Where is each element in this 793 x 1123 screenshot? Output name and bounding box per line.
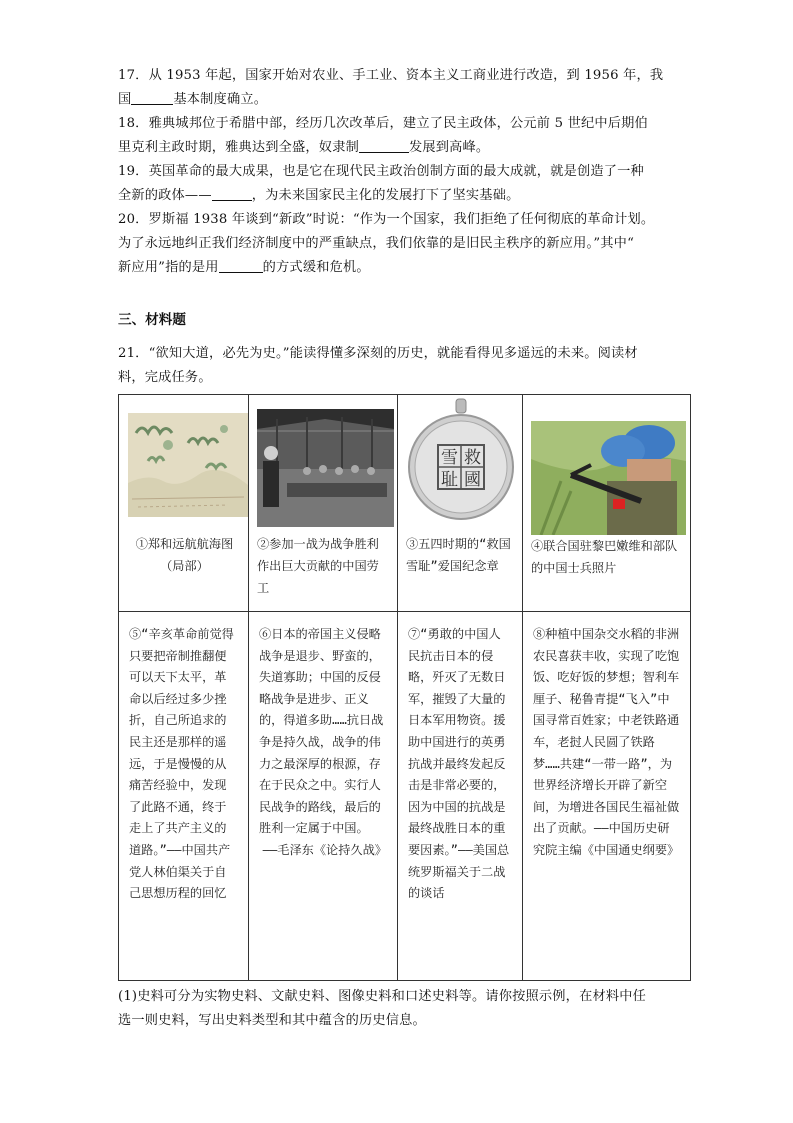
image-cell-1 — [119, 395, 249, 612]
material-8-text: ⑧种植中国杂交水稻的非洲农民喜获丰收，实现了吃饱饭、吃好饭的梦想；智利车厘子、秘鲁青提“飞入”中国寻常百姓家；中老铁路通车，老挝人民圆了铁路梦……共建“一带一路”，为世界经济增长开辟了新空间，为增进各国民生福祉做出了贡献。——中国历史研究院主编《中国通史纲要》 — [533, 627, 680, 857]
image-caption-2: ②参加一战为战争胜利作出巨大贡献的中国劳工 — [257, 537, 379, 595]
question-20 — [118, 208, 678, 280]
material-7-text: ⑦“勇敢的中国人民抗击日本的侵略，歼灭了无数日军，摧毁了大量的日本军用物资。援助中国进行的英勇抗战并最终发起反击是非常必要的，因为中国的抗战是最终战胜日本的重要因素。”——美国总统罗斯福关于二战的谈话 — [408, 627, 510, 901]
text-cell-6 — [249, 612, 398, 981]
q20-line2: 为了永远地纠正我们经济制度中的严重缺点，我们依靠的是旧民主秩序的新应用。”其中“ — [118, 236, 635, 251]
q20-line3-pre: 新应用”指的是用 — [118, 260, 219, 275]
q20-line1: 20．罗斯福 1938 年谈到“新政”时说：“作为一个国家，我们拒绝了任何彻底的革命计划。 — [118, 212, 655, 227]
question-21 — [118, 342, 678, 390]
material-6-text: ⑥日本的帝国主义侵略战争是退步、野蛮的，失道寡助；中国的反侵略战争是进步、正义的，得道多助……抗日战争是持久战，战争的伟力之最深厚的根源，存在于民众之中。实行人民战争的路线，最后的胜利一定属于中国。 — [259, 627, 384, 836]
q18-line2-pre: 里克利主政时期，雅典达到全盛，奴隶制 — [118, 140, 359, 155]
question-17 — [118, 64, 678, 112]
question-18 — [118, 112, 678, 160]
text-cell-5 — [119, 612, 249, 981]
q17-line2-pre: 国 — [118, 92, 132, 107]
sea-chart-image — [128, 413, 248, 517]
q18-line2-post: 发展到高峰。 — [408, 140, 490, 155]
q17-line2-post: 基本制度确立。 — [173, 92, 268, 107]
image-cell-2 — [249, 395, 398, 612]
q19-line1: 19．英国革命的最大成果，也是它在现代民主政治创制方面的最大成就，就是创造了一种 — [118, 164, 644, 179]
q21-line1: 21．“欲知大道，必先为史。”能读得懂多深刻的历史，就能看得见多遥远的未来。阅读材 — [118, 346, 638, 361]
text-row — [119, 612, 691, 981]
image-row — [119, 395, 691, 612]
image-caption-4: ④联合国驻黎巴嫩维和部队的中国士兵照片 — [531, 539, 678, 575]
exam-page — [118, 64, 678, 1033]
image-caption-3: ③五四时期的“救国雪耻”爱国纪念章 — [406, 537, 511, 573]
section-title: 三、材料题 — [118, 312, 186, 328]
badge-char-3: 耻 — [441, 470, 458, 490]
q19-line2-pre: 全新的政体—— — [118, 188, 212, 203]
material-table — [118, 394, 691, 981]
material-5-text: ⑤“辛亥革命前觉得只要把帝制推翻便可以天下太平，革命以后经过多少挫折，自己所追求的民主还是那样的遥远，于是慢慢的从痛苦经验中，发现了此路不通，终于走上了共产主义的道路。”——中国共产党人林伯渠关于自己思想历程的回忆 — [129, 627, 234, 901]
sub1-line1: (1)史料可分为实物史料、文献史料、图像史料和口述史料等。请你按照示例，在材料中任 — [118, 989, 647, 1004]
q17-blank[interactable] — [131, 90, 173, 105]
sub-question-1 — [118, 985, 678, 1033]
material-6-source: ——毛泽东《论持久战》 — [262, 842, 387, 857]
badge-char-2: 雪 — [441, 448, 458, 468]
peacekeeper-photo — [531, 421, 686, 535]
q18-line1: 18．雅典城邦位于希腊中部，经历几次改革后，建立了民主政体，公元前 5 世纪中后期伯 — [118, 116, 648, 131]
q18-blank[interactable] — [359, 138, 409, 153]
q20-blank[interactable] — [219, 258, 263, 273]
q21-line2: 料，完成任务。 — [118, 370, 212, 385]
q17-line1: 17．从 1953 年起，国家开始对农业、手工业、资本主义工商业进行改造，到 1956 年，我 — [118, 68, 664, 83]
factory-workers-photo — [257, 409, 394, 527]
q19-blank[interactable] — [212, 186, 252, 201]
text-cell-8 — [523, 612, 691, 981]
image-cell-3 — [398, 395, 523, 612]
sub1-line2: 选一则史料，写出史料类型和其中蕴含的历史信息。 — [118, 1013, 426, 1028]
badge-char-4: 國 — [464, 470, 481, 490]
image-cell-4 — [523, 395, 691, 612]
image-caption-1: ①郑和远航航海图（局部） — [135, 537, 234, 573]
badge-image — [402, 397, 520, 525]
q19-line2-post: ，为未来国家民主化的发展打下了坚实基础。 — [251, 188, 520, 203]
q20-line3-post: 的方式缓和危机。 — [262, 260, 370, 275]
question-19 — [118, 160, 678, 208]
text-cell-7 — [398, 612, 523, 981]
badge-char-1: 救 — [464, 448, 481, 468]
